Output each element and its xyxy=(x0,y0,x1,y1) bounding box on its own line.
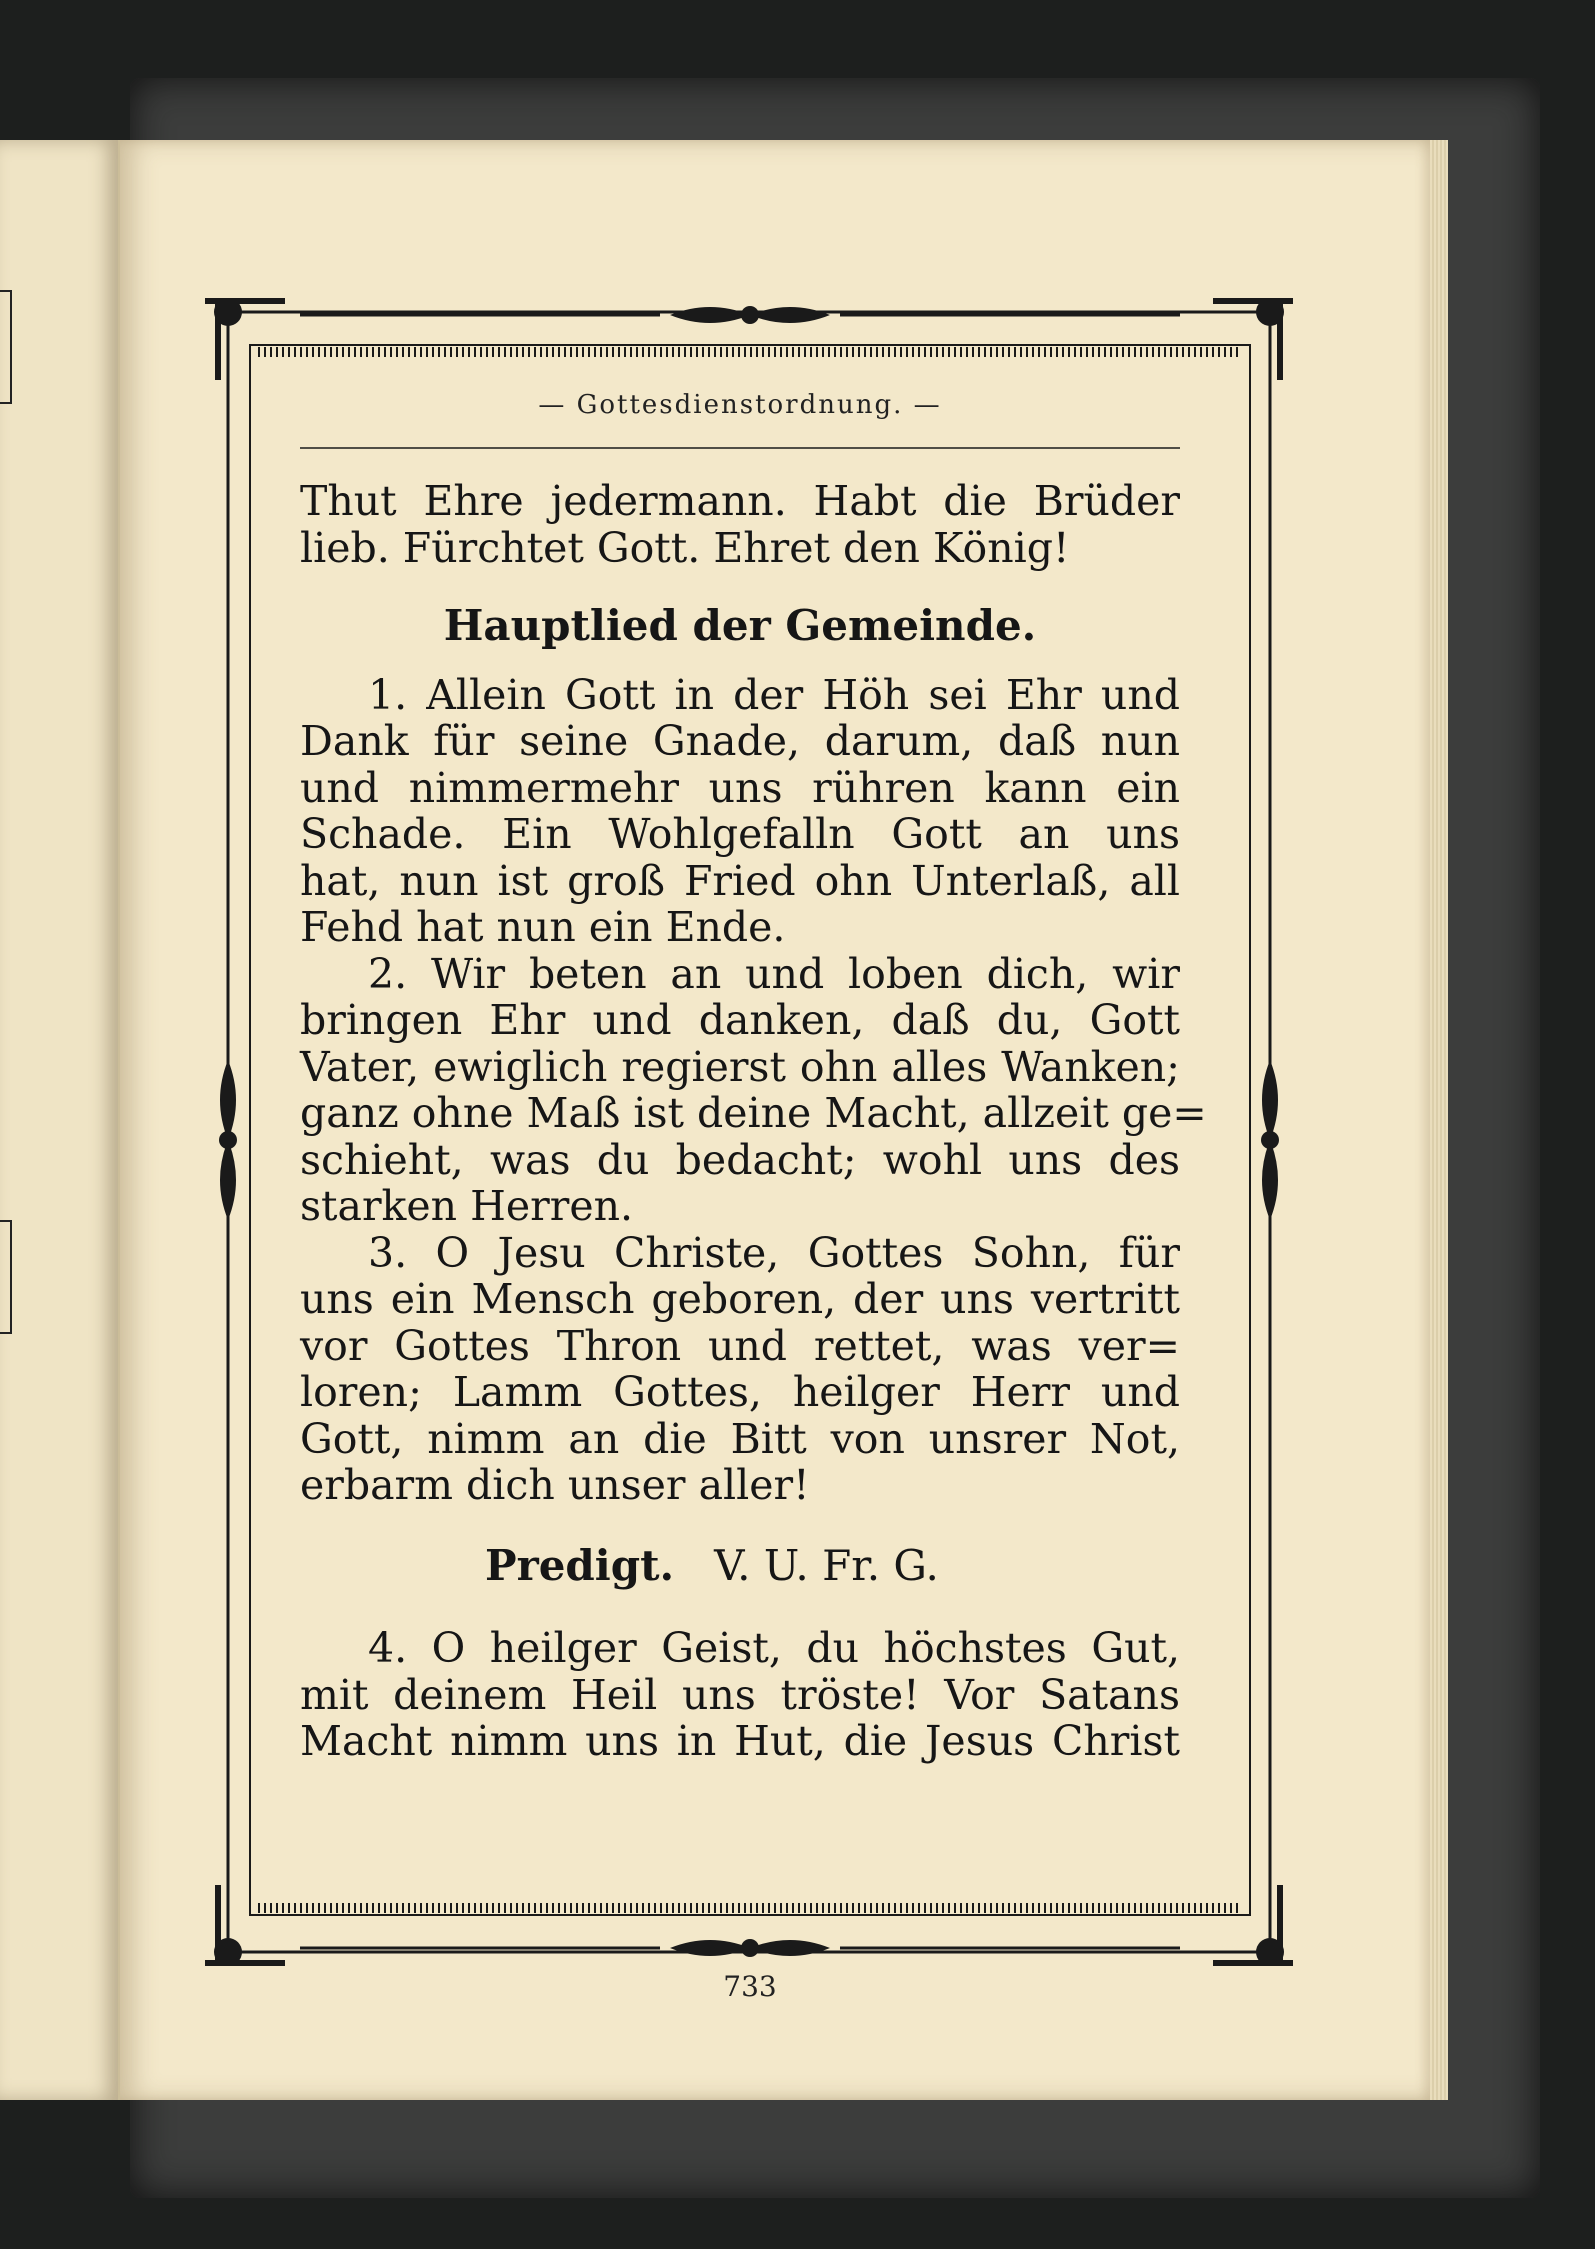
verse-number: 1. xyxy=(368,670,408,719)
text-line: Allein Gott in der Höh sei Ehr und xyxy=(426,670,1180,719)
text-line: und nimmermehr uns rühren kann ein xyxy=(300,763,1180,812)
text-line: uns ein Mensch geboren, der uns vertritt xyxy=(300,1275,1180,1323)
text-line: hat, nun ist groß Fried ohn Unterlaß, all xyxy=(300,856,1180,905)
text-line: erbarm dich unser aller! xyxy=(300,1461,810,1509)
page-body xyxy=(300,477,1207,1765)
sermon-heading xyxy=(300,1540,1180,1590)
text-line: starken Herren. xyxy=(300,1182,634,1230)
text-line: mit deinem Heil uns tröste! Vor Satans xyxy=(300,1670,1180,1719)
text-line: bringen Ehr und danken, daß du, Gott xyxy=(300,996,1180,1044)
song-heading: Hauptlied der Gemeinde. xyxy=(443,601,1037,650)
text-line: Wir beten an und loben dich, wir xyxy=(430,949,1180,998)
running-header: — Gottesdienstordnung. — xyxy=(538,390,942,420)
text-line: loren; Lamm Gottes, heilger Herr und xyxy=(300,1368,1180,1416)
text-line: Gott, nimm an die Bitt von unsrer Not, xyxy=(300,1414,1180,1463)
text-line: vor Gottes Thron und rettet, was ver= xyxy=(300,1321,1180,1370)
verse-number: 4. xyxy=(368,1624,408,1672)
text-line: lieb. Fürchtet Gott. Ehret den König! xyxy=(300,523,1070,572)
text-line: schieht, was du bedacht; wohl uns des xyxy=(300,1135,1180,1184)
text-line: ganz ohne Maß ist deine Macht, allzeit ge= xyxy=(300,1089,1207,1137)
text-line: Macht nimm uns in Hut, die Jesus Christ xyxy=(300,1717,1180,1765)
text-line: Dank für seine Gnade, darum, daß nun xyxy=(300,717,1180,765)
sermon-label: Predigt. xyxy=(485,1540,675,1590)
verse-number: 3. xyxy=(368,1228,408,1277)
verse-number: 2. xyxy=(368,949,408,998)
page-number: 733 xyxy=(723,1970,777,2003)
text-line: Schade. Ein Wohlgefalln Gott an uns xyxy=(300,810,1180,858)
text-line: Fehd hat nun ein Ende. xyxy=(300,903,786,951)
text-line: O Jesu Christe, Gottes Sohn, für xyxy=(435,1228,1180,1277)
text-line: O heilger Geist, du höchstes Gut, xyxy=(431,1624,1180,1672)
sermon-meta: V. U. Fr. G. xyxy=(714,1540,939,1590)
text-line: Vater, ewiglich regierst ohn alles Wanken; xyxy=(300,1042,1180,1091)
text-line: Thut Ehre jedermann. Habt die Brüder xyxy=(300,477,1180,525)
